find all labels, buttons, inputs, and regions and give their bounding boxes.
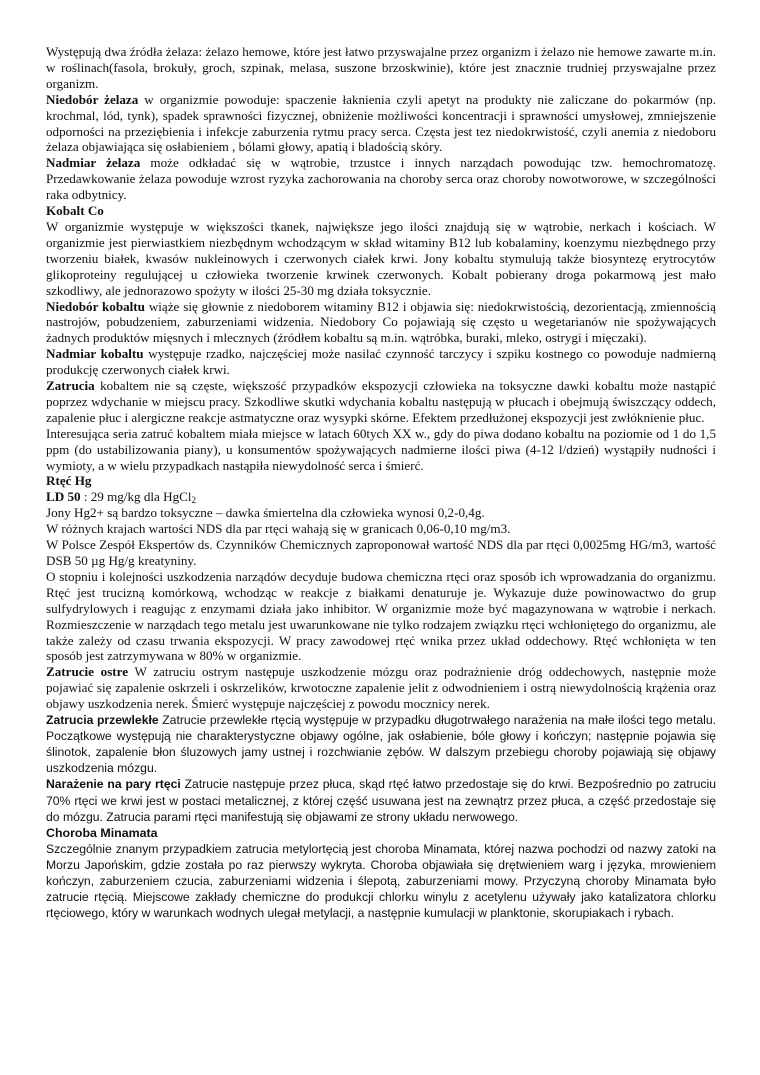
iron-excess-paragraph: [46, 155, 716, 203]
mercury-damage-paragraph: O stopniu i kolejności uszkodzenia narządów decyduje budowa chemiczna rtęci oraz sposób ich wprowadzania do organizmu. Rtęć jest trucizną komórkową, wchodząc w reakcje z białkami denaturuje je. Wykazuje duże powinowactwo do grup sulfydrylowych i reagując z enzymami działa jako inhibitor. W organizmie może być magazynowana w wątrobie i nerkach. Rozmieszczenie w narządach tego metalu jest uwarunkowane nie tylko rodzajem związku rtęci wchłoniętego do organizmu, ale także zależy od czasu trwania ekspozycji. W pracy zawodowej rtęć wnika przez układ oddechowy. Rtęć wchłonięta w ten sposób jest zatrzymywana w 80% w organizmie.: [46, 568, 716, 664]
cobalt-deficiency-paragraph: [46, 299, 716, 347]
acute-poisoning-label: Zatrucie ostre: [46, 664, 129, 680]
iron-deficiency-label: Niedobór żelaza: [46, 91, 139, 107]
iron-deficiency-paragraph: [46, 92, 716, 156]
iron-sources-paragraph: Występują dwa źródła żelaza: żelazo hemowe, które jest łatwo przyswajalne przez organizm i żelazo nie hemowe zawarte m.in. w roślinach(fasola, brokuły, groch, szpinak, melasa, suszone brzoskwinie), które jest znacznie trudniej przyswajalne przez organizm.: [46, 44, 716, 91]
vapor-exposure-label: Narażenie na pary rtęci: [46, 777, 181, 792]
minamata-paragraph: Szczególnie znanym przypadkiem zatrucia metylortęcią jest choroba Minamata, której nazwa pochodzi od nazwy zatoki na Morzu Japońskim, gdzie została po raz pierwszy wykryta. Choroba objawiała się drętwieniem warg i języka, mrowieniem kończyn, zaburzeniem czucia, zaburzeniami widzenia i ślepotą, zaburzeniami mowy. Przyczyną choroby Minamata było zatrucie rtęcią. Miejscowe zakłady chemiczne do produkcji chlorku winylu z acetylenu używały jako katalizatora chlorku rtęciowego, który w warunkach wodnych ulegał metylacji, a następnie kumulacji w planktonie, skorupiakach i rybach.: [46, 841, 716, 921]
cobalt-excess-text: występuje rzadko, najczęściej może nasilać czynność tarczycy i szpiku kostnego co powoduje nadmierną produkcję czerwonych ciałek krwi.: [46, 346, 716, 378]
chronic-poisoning-text: Zatrucie przewlekłe rtęcią występuje w przypadku długotrwałego narażenia na małe ilości tego metalu. Początkowe występują nie charakterystyczne objawy ogólne, jak osłabienie, bóle głowy i kończyn; następnie pojawia się ślinotok, zapalenie błon śluzowych jamy ustnej i rozchwianie zębów. W dalszym przebiegu choroby pojawiają się objawy uszkodzenia mózgu.: [46, 713, 716, 776]
iron-excess-text: może odkładać się w wątrobie, trzustce i innych narządach powodując tzw. hemochromatozę. Przedawkowanie żelaza powoduje wzrost ryzyka zachorowania na choroby serca oraz choroby nowotworowe, w szczególności raka odbytnicy.: [46, 155, 716, 203]
ld50-text: : 29 mg/kg dla HgCl: [80, 489, 192, 505]
mercury-ld50-line: [46, 489, 716, 505]
cobalt-intro-paragraph: W organizmie występuje w większości tkanek, największe jego ilości znajdują się w wątrobie, nerkach i kościach. W organizmie jest pierwiastkiem niezbędnym wchodzącym w skład witaminy B12 lub kobalaminy, koenzymu niezbędnego przy tworzeniu białek, kwasów nukleinowych i czerwonych ciałek krwi. Jony kobaltu stymulują także biosyntezę erytrocytów glikoproteiny regulującej u człowieka tworzenie krwinek czerwonych. Kobalt pobierany droga pokarmową jest mało szkodliwy, ale jednorazowo spożyty w ilości 25-30 mg działa toksycznie.: [46, 218, 716, 298]
cobalt-deficiency-label: Niedobór kobaltu: [46, 298, 145, 314]
iron-excess-label: Nadmiar żelaza: [46, 155, 141, 171]
acute-poisoning-text: W zatruciu ostrym następuje uszkodzenie mózgu oraz podrażnienie dróg oddechowych, następnie może pojawiać się zapalenie oskrzeli i oskrzelików, krwotoczne zapalenie jelit z odwodnieniem i ostrą niewydolnością krążenia oraz objawy uszkodzenia nerek. Śmierć występuje najczęściej z powodu mocznicy nerek.: [46, 664, 716, 712]
minamata-heading: Choroba Minamata: [46, 825, 158, 840]
mercury-acute-paragraph: [46, 664, 716, 712]
chronic-poisoning-label: Zatrucia przewlekłe: [46, 713, 159, 728]
mercury-chronic-paragraph: [46, 712, 716, 776]
ld50-label: LD 50: [46, 489, 81, 505]
mercury-nds-poland-paragraph: W Polsce Zespół Ekspertów ds. Czynników Chemicznych zaproponował wartość NDS dla par rtęci 0,0025mg HG/m3, wartość DSB 50 µg Hg/g kreatyniny.: [46, 537, 716, 568]
cobalt-excess-label: Nadmiar kobaltu: [46, 346, 144, 362]
cobalt-heading: Kobalt Co: [46, 203, 104, 219]
mercury-vapor-paragraph: [46, 776, 716, 824]
cobalt-deficiency-text: wiąże się głownie z niedoborem witaminy B12 i objawia się: niedokrwistością, dezorientacją, zmiennością nastrojów, pobudzeniem, zaburzeniami widzenia. Niedobory Co pojawiają się często u wegetarianów nie spożywających żadnych produktów mięsnych i mlecznych (źródłem kobaltu są m.in. wątróbka, buraki, mleko, ostrygi i mięczaki).: [46, 298, 716, 346]
cobalt-poisoning-text: kobaltem nie są częste, większość przypadków ekspozycji człowieka na toksyczne dawki kobaltu może nastąpić poprzez wdychanie w miejscu pracy. Szkodliwe skutki wdychania kobaltu następują w płucach i obejmują świszczący oddech, zapalenie płuc i alergiczne reakcje astmatyczne oraz wysypki skórne. Efektem przedłużonej ekspozycji jest zwłóknienie płuc.: [46, 378, 716, 425]
iron-deficiency-text: w organizmie powoduje: spaczenie łaknienia czyli apetyt na produkty nie zaliczane do pokarmów (np. krochmal, lód, tynk), spadek sprawności fizycznej, obniżenie możliwości koncentracji i sprawności umysłowej, zmniejszenie odporności na przeziębienia i infekcje zaburzenia rytmu pracy serca. Częsta jest tez niedokrwistość, czyli anemia z niedoboru żelaza objawiająca się osłabieniem , bólami głowy, apatią i bladością skóry.: [46, 91, 716, 155]
document-page: [46, 44, 716, 921]
cobalt-excess-paragraph: [46, 346, 716, 378]
mercury-heading: Rtęć Hg: [46, 473, 92, 489]
ld50-subscript: 2: [191, 495, 196, 506]
vapor-exposure-text: Zatrucie następuje przez płuca, skąd rtęć łatwo przedostaje się do krwi. Bezpośrednio po zatruciu 70% rtęci we krwi jest w postaci metalicznej, z której część usuwana jest na zewnątrz przez płuca, a część przedostaje się do mózgu. Zatrucia parami rtęci manifestują się objawami ze strony układu nerwowego.: [46, 777, 717, 824]
cobalt-poisoning-paragraph: [46, 378, 716, 426]
mercury-nds-world-line: W różnych krajach wartości NDS dla par rtęci wahają się w granicach 0,06-0,10 mg/m3.: [46, 521, 511, 537]
mercury-ions-line: Jony Hg2+ są bardzo toksyczne – dawka śmiertelna dla człowieka wynosi 0,2-0,4g.: [46, 505, 485, 521]
cobalt-poisoning-label: Zatrucia: [46, 378, 95, 394]
cobalt-beer-paragraph: Interesująca seria zatruć kobaltem miała miejsce w latach 60tych XX w., gdy do piwa dodano kobaltu na poziomie od 1 do 1,5 ppm (do ustabilizowania piany), u konsumentów spożywających nadmierne ilości piwa (4-12 l/dzień) wystąpiły nudności i wymioty, a w wielu przypadkach nastąpiła niewydolność serca i śmierć.: [46, 425, 716, 473]
